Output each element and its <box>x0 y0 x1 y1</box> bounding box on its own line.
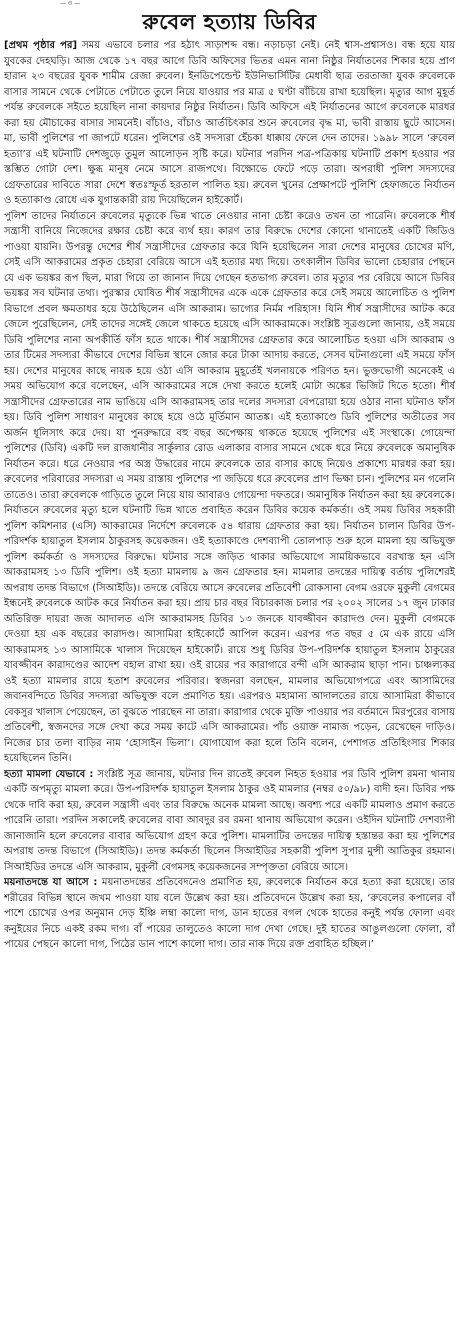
paragraph-text: পুলিশ তাদের নির্যাতনে রুবেলের মৃত্যুকে ভিন্ন খাতে নেওয়ার নানা চেষ্টা করেও তখন তা পারেনি। রুবেলকে শীর্ষ সন্ত্রাসী বানিয়ে নিজেদের রক্ষার চেষ্টা করে ব্যর্থ হয়। কারণ তার বিরুদ্ধে দেশের কোনো থানাতেই একটি জিডিও পাওয়া যায়নি। উপরন্তু দেশের শীর্ষ সন্ত্রাসীদের গ্রেফতার করে যিনি হয়েছিলেন সারা দেশের মানুষের চোখের মণি, সেই এসি আকরামের প্রকৃত চেহারা বেরিয়ে আসে এই হত্যার মধ্য দিয়ে। তৎকালীন ডিবির ভালো চেহারার পেছনে যে এক ভয়ঙ্কর রূপ ছিল, মারা গিয়ে তা জানান দিয়ে গেছেন হতভাগ্য রুবেল। তার মৃত্যুর পর বেরিয়ে আসে ডিবির ভয়ঙ্কর সব ঘটনার তথ্য। পুরস্কার ঘোষিত শীর্ষ সন্ত্রাসীদের একে একে গ্রেফতার করে সেই সময়ে আলোচিত ও পুলিশ বিভাগে প্রবল ক্ষমতাধর হয়ে উঠেছিলেন এসি আকরাম। ভাগ্যের নির্মম পরিহাস! যিনি শীর্ষ সন্ত্রাসীদের আটক করে জেলে পুরেছিলেন, সেই তাদের সঙ্গেই জেলে থাকতে হয়েছে এসি আকরামকে। সংশ্লিষ্ট সূত্রগুলো জানায়, ওই সময়ে ডিবি পুলিশের নানা অপকীর্তি ফাঁস হতে থাকে। শীর্ষ সন্ত্রাসীদের গ্রেফতার করে আলোচিত হওয়া এসি আকরাম ও তার টিমের সদস্যরা কীভাবে দেশের বিভিন্ন স্থানে জোর করে টাকা আদায় করতে, সেসব ঘটনাগুলো এই সময়ে ফাঁস হয়। দেশের মানুষের কাছে নায়ক হয়ে ওঠা এসি আকরাম মুহূর্তেই খলনায়কে পরিণত হন। ভুক্তভোগী অনেকেই এ সময় অভিযোগ করে বলেছেন, এসি আকরামের সঙ্গে দেখা করতে হলেই মোটা অঙ্কের ভিজিট দিতে হতো। শীর্ষ সন্ত্রাসীদের গ্রেফতারের নাম ভাঙিয়ে এসি আকরামসহ তার দলের সদস্যরা বেপরোয়া হয়ে ওঠার নানা ঘটনাও ফাঁস হয়। ডিবি পুলিশ সাধারণ মানুষের কাছে হয়ে ওঠে মূর্তিমান আতঙ্ক। এই হত্যাকাণ্ডে ডিবি পুলিশের অতীতের সব অর্জন ধূলিসাৎ করে দেয়। যা পুনরুদ্ধারে বহু বছর অপেক্ষায় থাকতে হয়েছে পুলিশের এই সংস্থাকে। গোয়েন্দা পুলিশের (ডিবি) একটি দল রাজধানীর সার্কুলার রোড এলাকার বাসার সামনে থেকে ধরে নিয়ে রুবেলকে অমানুষিক নির্যাতন করে। ধরে নেওয়ার পর অস্ত্র উদ্ধারের নামে রুবেলকে তার বাসার কাছে নিয়েও প্রকাশ্যে মারধর করা হয়। রুবেলের পরিবারের সদস্যরা এ সময় রাস্তায় পুলিশের পা জড়িয়ে ধরে রুবেলের প্রাণ ভিক্ষা চান। পুলিশের মন গলেনি তাতেও। তারা রুবেলকে গাড়িতে তুলে নিয়ে যায় আবারও গোয়েন্দা দফতরে। অমানুষিক নির্যাতন করা হয় রুবেলকে। নির্যাতনে রুবেলের মৃত্যু হলে ঘটনাটি ভিন্ন খাতে প্রবাহিত করেন ডিবির কয়েক কর্মকর্তা। ওই সময় ডিবির সহকারী পুলিশ কমিশনার (এসি) আকরামের নির্দেশে রুবেলকে ৫৪ ধারায় গ্রেফতার করা হয়। নির্যাতন চালান ডিবির উপ-পরিদর্শক হায়াতুল ইসলাম ঠাকুরসহ কয়েকজন। ওই হত্যাকাণ্ডে দেশব্যাপী তোলপাড় শুরু হলে মামলা হয় অভিযুক্ত পুলিশ কর্মকর্তা ও সদস্যদের বিরুদ্ধে। ঘটনার সঙ্গে জড়িত থাকার অভিযোগে সাময়িকভাবে বরখাস্ত হন এসি আকরামসহ ১৩ ডিবি পুলিশ। ওই হত্যা মামলায় ৯ জন গ্রেফতার হন। মামলার তদন্তের দায়িত্ব বর্তায় পুলিশেরই অপরাধ তদন্ত বিভাগে (সিআইডি)। তদন্তে বেরিয়ে আসে রুবেলের প্রতিবেশী রোকসানা বেগম ওরফে মুকুলী বেগমের ইন্ধনেই রুবেলকে আটক করে নির্যাতন করা হয়। প্রায় চার বছর বিচারকাজ চলার পর ২০০২ সালের ১৭ জুন ঢাকার অতিরিক্ত দায়রা জজ আদালত এসি আকরামসহ ডিবির ১৩ জনকে যাবজ্জীবন কারাদণ্ড দেন। মুকুলী বেগমকে দেওয়া হয় এক বছরের কারাদণ্ড। আসামিরা হাইকোর্টে আপিল করেন। এরপর গত বছর ৫ মে এক রায়ে এসি আকরামসহ ১৩ আসামিকে খালাস দিয়েছেন হাইকোর্ট। রায়ে শুধু ডিবির উপ-পরিদর্শক হায়াতুল ইসলাম ঠাকুরের যাবজ্জীবন কারাদণ্ডের আদেশ বহাল রাখা হয়। ওই রায়ের পর কারাগারে বন্দী এসি আকরাম ছাড়া পান। চাঞ্চল্যকর ওই হত্যা মামলার রায়ে হতাশ রুবেলের পরিবার। স্বজনরা বলছেন, মামলার অভিযোগপত্রে এবং আসামিদের জবানবন্দিতে ডিবির সদস্যরা অভিযুক্ত বলে প্রমাণিত হয়। এরপরও মহামান্য আদালতের রায়ে আসামিরা কীভাবে বেকসুর খালাস পেয়েছেন, তা বুঝতে পারছেন না তারা। কারাগার থেকে মুক্তি পাওয়ার পর বর্তমানে মিরপুরের বাসায় প্রতিবেশী, স্বজনদের সঙ্গে দেখা করে সময় কাটে এসি আকরামের। পাঁচ ওয়াক্ত নামাজ পড়েন, রেখেছেন দাড়িও। নিজের চার তলা বাড়ির নাম ‘হোসাইন ভিলা’। যোগাযোগ করা হলে তিনি বলেন, পেশাগত প্রতিহিংসার শিকার হয়েছিলেন তিনি। <box>4 210 455 764</box>
article-body <box>4 38 455 1313</box>
subheading-murder-case: হত্যা মামলা যেভাবে : <box>4 768 94 780</box>
paragraph-murder-case <box>4 767 455 876</box>
paragraph-lead: [প্রথম পৃষ্ঠার পর] <box>4 40 78 51</box>
subheading-postmortem: ময়নাতদন্তে যা আসে : <box>4 877 98 888</box>
paragraph-text: সময় এভাবে চলার পর হঠাৎ সাড়াশব্দ বন্ধ। নড়াচড়া নেই। নেই শ্বাস-প্রশ্বাসও। বন্ধ হয়ে যায় যুবকের দেহঘড়ি। আজ থেকে ১৭ বছর আগে ডিবি অফিসের ভিতর এমন নানা নিষ্ঠুর নির্যাতনের শিকার হয়ে প্রাণ হারান ২৩ বছরের যুবক শামীম রেজা রুবেল। ইনডিপেন্ডেন্ট ইউনিভার্সিটির মেধাবী ছাত্র তরতাজা যুবক রুবেলকে বাসার সামনে থেকে পেটাতে পেটাতে তুলে নিয়ে যাওয়ার পর মাত্র ৫ ঘণ্টা বাঁচিয়ে রাখা হয়েছিল। মৃত্যুর আগ মুহূর্ত পর্যন্ত রুবেলকে সইতে হয়েছিল নানা কায়দার নিষ্ঠুর নির্যাতন। ডিবি অফিসে এই নির্যাতনের আগে রুবেলকে মারধর করা হয় মৌচাকের বাসার সামনেই। বাঁচাও, বাঁচাও আর্তচিৎকার শুনে রুবেলের বৃদ্ধ মা, ভাবী রাস্তায় ছুটে আসেন। মা, ভাবী পুলিশের পা জাপটে ধরেন। পুলিশের ওই সদস্যরা হেঁচকা ধাক্কায় ফেলে দেন তাদের। ১৯৯৮ সালে ‘রুবেল হত্যা’র এই ঘটনাটি দেশজুড়ে তুমুল আলোড়ন সৃষ্টি করে। ঘটনার পরদিন পত্র-পত্রিকায় ঘটনাটি প্রকাশ হওয়ার পর স্তম্ভিত গোটা দেশ। ক্ষুব্ধ মানুষ নেমে আসে রাজপথে। বিক্ষোভে ফেটে পড়ে তারা। অপরাধী পুলিশ সদস্যদের গ্রেফতারের দাবিতে সারা দেশে স্বতঃস্ফূর্ত হরতাল পালিত হয়। রুবেল খুনের প্রেক্ষাপটে পুলিশি হেফাজতে নির্যাতন ও হত্যাকাণ্ড রোধে এক যুগান্তকারী রায় দিয়েছিলেন হাইকোর্ট। <box>4 40 455 206</box>
paragraph-postmortem <box>4 875 455 953</box>
paragraph-main <box>4 209 455 767</box>
headline: রুবেল হত্যায় ডিবির <box>142 10 317 34</box>
paragraph-text: সংশ্লিষ্ট সূত্র জানায়, ঘটনার দিন রাতেই রুবেল নিহত হওয়ার পর ডিবি পুলিশ রমনা থানায় একটি অপমৃত্যু মামলা করে। উপ-পরিদর্শক হায়াতুল ইসলাম ঠাকুর ওই মামলার (নম্বর ৫০/৯৮) বাদী হন। ডিবির পক্ষ থেকে দাবি করা হয়, রুবেল সন্ত্রাসী এবং তার বিরুদ্ধে অনেক মামলা আছে। অবশ্য পরে একটি মামলাও প্রমাণ করতে পারেনি তারা। পরদিন সকালেই রুবেলের বাবা আবদুর রব রমনা থানায় অভিযোগ করেন। ওইদিন ঘটনাটি দেশব্যাপী জানাজানি হলে রুবেলের বাবার অভিযোগ গ্রহণ করে পুলিশ। মামলাটির তদন্তের দায়িত্ব হস্তান্তর করা হয় পুলিশের অপরাধ তদন্ত বিভাগে (সিআইডি)। তদন্ত কর্মকর্তা ছিলেন সিআইডির সহকারী পুলিশ সুপার মুন্সী আতিকুর রহমান। সিআইডির তদন্তে এসি আকরাম, মুকুলী বেগমসহ কয়েকজনের সম্পৃক্ততা বেরিয়ে আসে। <box>4 768 455 873</box>
paragraph-intro <box>4 38 455 209</box>
paragraph-text: ময়নাতদন্তের প্রতিবেদনেও প্রমাণিত হয়, রুবেলকে নির্যাতন করে হত্যা করা হয়েছে। তার শরীরের বিভিন্ন স্থানে জখম পাওয়া যায় বলে উল্লেখ করা হয়। প্রতিবেদনে উল্লেখ করা হয়, ‘রুবেলের কপালের বাঁ পাশে চোখের ওপর অনুমান দেড় ইঞ্চি লম্বা কালো দাগ, ডান হাতের বগল থেকে হাতের কনুই পর্যন্ত ফোলা এবং কনুইয়ের নিচে একই রকম দাগ। বাঁ পায়ের তালুতেও কালো দাগ দেখা গেছে। দুই হাতের আঙুলগুলো ফোলা, বাঁ পায়ের পেছনে কালো দাগ, পিঠের ডান পাশে কালো দাগ। তার নাক দিয়ে রক্ত প্রবাহিত হচ্ছিল।’ <box>4 877 455 950</box>
top-strip: — ও — <box>60 0 81 7</box>
